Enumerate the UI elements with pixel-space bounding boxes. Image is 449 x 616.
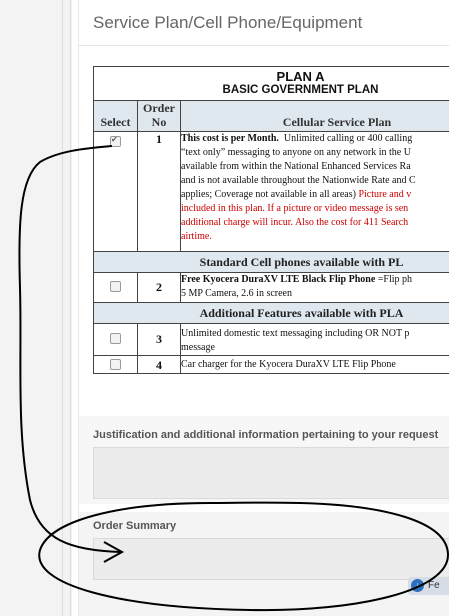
table-row bbox=[94, 273, 449, 303]
row2-bold-lead: Free Kyocera DuraXV LTE Black Flip Phone bbox=[181, 274, 376, 285]
row1-line6: included in this plan. If a picture or video message is sen bbox=[181, 203, 409, 214]
row1-description bbox=[181, 132, 449, 252]
gutter-rule bbox=[62, 0, 63, 616]
row1-bold-lead: This cost is per Month. bbox=[181, 133, 279, 144]
row3-description bbox=[181, 324, 449, 356]
row3-checkbox[interactable] bbox=[110, 333, 121, 344]
plan-title: PLAN A bbox=[276, 69, 325, 84]
row3-line2: message bbox=[181, 342, 215, 353]
select-cell bbox=[94, 273, 138, 303]
row4-checkbox[interactable] bbox=[110, 359, 121, 370]
service-column-header: Cellular Service Plan bbox=[181, 101, 449, 132]
down-arrow-circle-icon: ↓ bbox=[411, 579, 424, 592]
order-number: 4 bbox=[138, 356, 181, 374]
row1-line4: and is not available throughout the Nationwide Rate and C bbox=[181, 175, 416, 186]
order-number: 1 bbox=[138, 132, 181, 252]
row4-description bbox=[181, 356, 449, 374]
select-cell bbox=[94, 132, 138, 252]
feedback-label: Fe bbox=[428, 580, 440, 591]
justification-label: Justification and additional information pertaining to your request bbox=[93, 429, 439, 441]
row1-line2: “text only” messaging to anyone on any network in the U bbox=[181, 147, 411, 158]
group-label: Additional Features available with PLA bbox=[199, 305, 404, 320]
row1-line5-red: Picture and v bbox=[358, 189, 412, 200]
row1-line8: airtime. bbox=[181, 231, 212, 242]
select-column-header: Select bbox=[94, 101, 138, 132]
group-row-additional-features bbox=[94, 303, 449, 324]
section-title: Service Plan/Cell Phone/Equipment bbox=[93, 13, 363, 32]
row2-line1: =Flip ph bbox=[377, 274, 413, 285]
order-summary-field[interactable] bbox=[93, 538, 449, 580]
group-label: Standard Cell phones available with PL bbox=[199, 254, 404, 269]
table-row bbox=[94, 356, 449, 374]
group-row-cell-phones bbox=[94, 252, 449, 273]
gutter-rule bbox=[70, 0, 71, 616]
feedback-button[interactable] bbox=[408, 577, 449, 595]
plan-title-cell bbox=[94, 67, 449, 101]
order-number: 3 bbox=[138, 324, 181, 356]
row2-description bbox=[181, 273, 449, 303]
plan-table bbox=[93, 66, 449, 374]
order-no-column-header: Order No bbox=[138, 101, 181, 132]
row1-line1: Unlimited calling or 400 calling bbox=[283, 133, 413, 144]
row1-line5: applies; Coverage not available in all areas) bbox=[181, 189, 356, 200]
row1-line3: available from within the National Enhanced Services Ra bbox=[181, 161, 411, 172]
table-row bbox=[94, 324, 449, 356]
order-number: 2 bbox=[138, 273, 181, 303]
select-cell bbox=[94, 356, 138, 374]
row1-line7: additional charge will incur. Also the cost for 411 Search bbox=[181, 217, 409, 228]
plan-subtitle: BASIC GOVERNMENT PLAN bbox=[222, 84, 379, 96]
row3-line1: Unlimited domestic text messaging including OR NOT p bbox=[181, 328, 410, 339]
justification-textarea[interactable] bbox=[93, 447, 449, 499]
table-header-row bbox=[94, 101, 449, 132]
row4-line1: Car charger for the Kyocera DuraXV LTE Flip Phone bbox=[181, 359, 396, 370]
select-cell bbox=[94, 324, 138, 356]
table-row bbox=[94, 132, 449, 252]
row2-line2: 5 MP Camera, 2.6 in screen bbox=[181, 288, 292, 299]
row1-checkbox[interactable] bbox=[110, 136, 121, 147]
order-summary-label: Order Summary bbox=[93, 520, 177, 532]
section-divider bbox=[79, 45, 449, 46]
row2-checkbox[interactable] bbox=[110, 281, 121, 292]
